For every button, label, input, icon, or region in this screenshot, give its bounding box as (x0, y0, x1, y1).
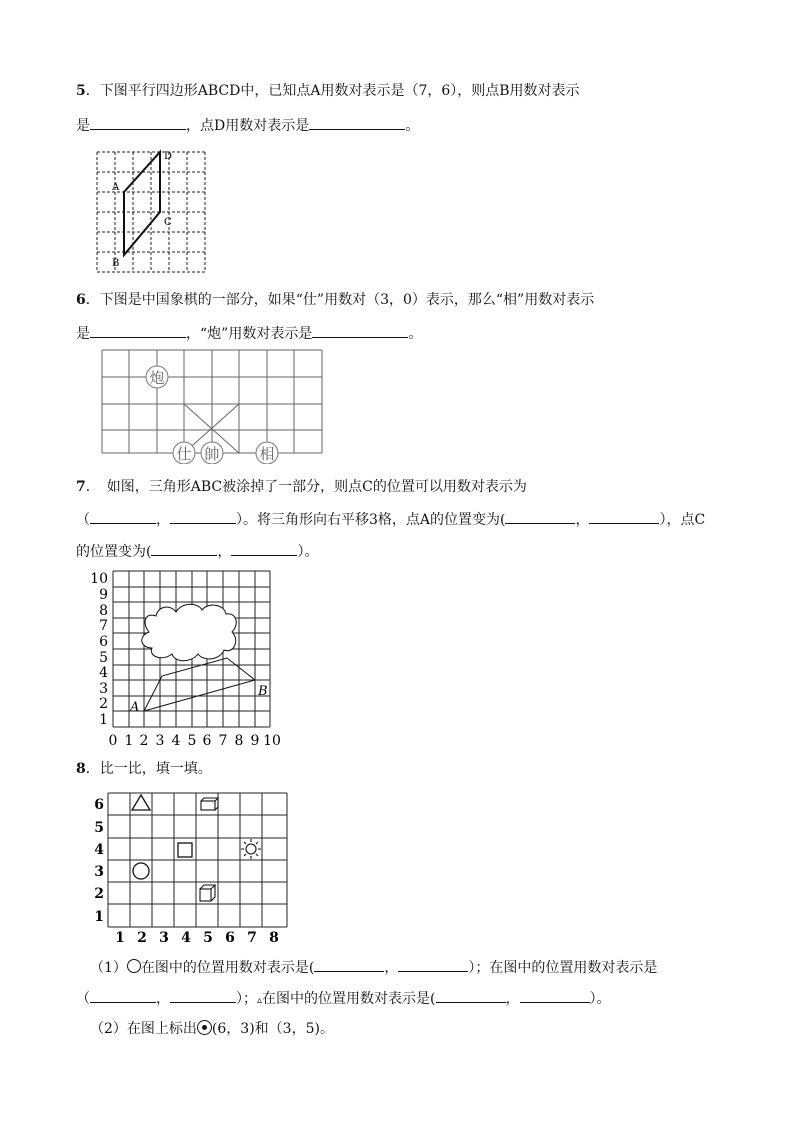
q5-blank-b[interactable] (90, 115, 186, 130)
q7-triangle-abc (144, 658, 255, 711)
q6-chess-board (98, 346, 328, 464)
q6-piece-xiang-label: 相 (259, 445, 275, 463)
q7-number: 7 (76, 479, 86, 495)
q6-text1: ．下图是中国象棋的一部分，如果“仕”用数对（3，0）表示，那么“相”用数对表示 (85, 292, 595, 308)
q6-piece-shuai-label: 帥 (204, 445, 220, 463)
q7-text5: ）。 (297, 544, 319, 560)
q8-circle-icon (133, 863, 149, 879)
q8-blank-circle-x[interactable] (314, 957, 384, 972)
q7-x-label: 6 (202, 733, 212, 749)
q5-number: 5 (76, 83, 86, 99)
q6-piece-shi-label: 仕 (176, 445, 192, 463)
q6-line2 (76, 323, 422, 343)
q7-x-label: 4 (171, 733, 181, 749)
q5-parallelogram-abcd (124, 152, 160, 255)
q7-blank-c2-x[interactable] (151, 541, 217, 556)
q8-blank-box-y[interactable] (170, 988, 236, 1003)
q5-label-c: C (164, 217, 172, 228)
q7-line1 (76, 478, 527, 496)
q8-y-label: 3 (94, 864, 104, 880)
q7-label-b: B (258, 684, 268, 699)
q8-x-label: 3 (159, 930, 169, 946)
q6-piece-shi (173, 442, 195, 464)
q7-y-label: 5 (99, 650, 108, 666)
q8-y-label: 2 (94, 886, 104, 902)
q8-part2-line (90, 1020, 334, 1038)
q7-x-label: 1 (124, 733, 134, 749)
q7-x-label: 0 (108, 733, 118, 749)
q7-y-label: 6 (99, 634, 108, 650)
q8-cube-icon (200, 885, 215, 901)
q7-blank-a-y[interactable] (589, 509, 659, 524)
q6-piece-pao-label: 炮 (149, 369, 165, 387)
q5-label-b: B (112, 258, 120, 269)
q7-x-label: 8 (234, 733, 244, 749)
q5-parallelogram-grid (94, 147, 212, 275)
q6-line1 (76, 291, 594, 309)
q6-piece-shuai (201, 442, 223, 464)
q7-x-label: 9 (250, 733, 260, 749)
q7-y-label: 1 (99, 712, 108, 728)
q6-blank-pao[interactable] (312, 323, 408, 338)
q8-grid (92, 787, 292, 947)
q7-line3 (76, 541, 318, 561)
q8-part1-text1: 在图中的位置用数对表示是( (140, 960, 315, 976)
q8-y-label: 4 (94, 842, 104, 858)
q8-x-label: 6 (225, 930, 235, 946)
q8-part1-end: ）。 (589, 991, 611, 1007)
q8-blank-box-x[interactable] (90, 988, 156, 1003)
q5-dashed-grid (97, 152, 205, 272)
q7-y-label: 10 (90, 571, 108, 587)
q7-blank-a-x[interactable] (505, 509, 575, 524)
q6-prefix: 是 (76, 326, 90, 342)
q6-number: 6 (76, 292, 86, 308)
triangle-icon: ▵ (257, 995, 263, 1006)
q8-box-icon (201, 798, 218, 810)
q8-part1-line1 (90, 957, 657, 977)
q7-y-label: 7 (99, 618, 108, 634)
q8-part1-text4: 在图中的位置用数对表示是( (262, 991, 436, 1007)
q6-board-grid (102, 350, 322, 453)
q6-piece-pao (146, 366, 168, 388)
q8-y-label: 5 (94, 820, 104, 836)
q7-text2: ）。将三角形向右平移3格，点A的位置变为( (236, 512, 506, 528)
q8-x-label: 8 (269, 930, 279, 946)
dot-circle-icon (197, 1020, 212, 1035)
q8-x-label: 5 (203, 930, 213, 946)
q8-part1-text2: ）；在图中的位置用数对表示是 (468, 960, 658, 976)
q7-x-axis-labels (109, 733, 281, 749)
q8-part1-text3: ）； (236, 991, 257, 1007)
q8-y-axis-labels (94, 797, 104, 925)
q7-text4: 的位置变为( (76, 544, 152, 560)
q5-label-d: D (164, 151, 173, 162)
q8-blank-triangle-y[interactable] (520, 988, 590, 1003)
q8-part1-prefix: （1） (90, 960, 127, 976)
q5-blank-d[interactable] (309, 115, 405, 130)
q8-triangle-icon (132, 795, 150, 810)
q5-text1: ．下图平行四边形ABCD中，已知点A用数对表示是（7，6），则点B用数对表示 (85, 83, 580, 99)
q7-blank-c-y[interactable] (170, 509, 236, 524)
q7-y-label: 3 (99, 681, 108, 697)
q7-paren-open: （ (76, 512, 90, 528)
q7-comma: ， (217, 544, 232, 560)
q6-piece-xiang (256, 442, 278, 464)
q7-x-label: 3 (155, 733, 165, 749)
q7-comma: ， (156, 512, 170, 528)
q8-sun-icon (241, 839, 261, 859)
q5-label-a: A (112, 182, 120, 193)
q8-x-label: 7 (247, 930, 257, 946)
q8-blank-circle-y[interactable] (398, 957, 468, 972)
q8-x-label: 1 (115, 930, 125, 946)
q8-grid-lines (108, 793, 287, 927)
q8-title-text: ．比一比，填一填。 (85, 761, 212, 777)
circle-icon (127, 959, 141, 973)
q8-x-label: 4 (181, 930, 191, 946)
q8-x-label: 2 (137, 930, 147, 946)
q8-comma: ， (156, 991, 170, 1007)
q7-x-label: 7 (218, 733, 228, 749)
q7-cloud-cover (142, 604, 236, 661)
q7-comma: ， (575, 512, 590, 528)
q7-y-label: 9 (99, 587, 108, 603)
q7-text3: ），点C (659, 512, 706, 528)
q5-line1 (76, 82, 580, 100)
q7-blank-c2-y[interactable] (231, 541, 297, 556)
q6-end: 。 (408, 326, 423, 342)
q8-part1-line2 (76, 988, 611, 1010)
q6-blank-xiang[interactable] (90, 323, 186, 338)
q7-line2 (76, 509, 705, 529)
q7-label-a: A (130, 700, 140, 715)
q8-paren-open: （ (76, 991, 90, 1007)
q7-y-label: 8 (99, 603, 108, 619)
q8-y-label: 1 (94, 909, 104, 925)
q7-x-label: 5 (187, 733, 197, 749)
q8-square-icon (178, 843, 192, 857)
q8-title (76, 760, 212, 778)
q8-number: 8 (76, 761, 86, 777)
q7-coordinate-grid (86, 564, 286, 750)
q7-y-axis-labels (90, 571, 108, 728)
q8-comma: ， (384, 960, 399, 976)
q8-comma: ， (505, 991, 520, 1007)
q5-end: 。 (405, 118, 420, 134)
q8-y-label: 6 (94, 797, 104, 813)
q7-blank-c-x[interactable] (90, 509, 156, 524)
q8-blank-triangle-x[interactable] (436, 988, 506, 1003)
q5-prefix: 是 (76, 118, 90, 134)
q5-mid: ，点D用数对表示是 (186, 118, 310, 134)
q7-y-label: 4 (99, 665, 108, 681)
q8-part2-coord2: （3，5)。 (268, 1021, 334, 1037)
q7-y-label: 2 (99, 696, 108, 712)
q8-part2-coord1: (6，3)和 (211, 1021, 269, 1037)
q8-x-axis-labels (115, 930, 279, 946)
q8-part2-prefix: （2）在图上标出 (90, 1021, 197, 1037)
q5-line2 (76, 115, 419, 135)
q7-text1: ． 如图，三角形ABC被涂掉了一部分，则点C的位置可以用数对表示为 (85, 479, 527, 495)
q7-x-label: 2 (139, 733, 149, 749)
q6-mid: ，“炮”用数对表示是 (186, 326, 313, 342)
q7-x-label: 10 (263, 733, 281, 749)
